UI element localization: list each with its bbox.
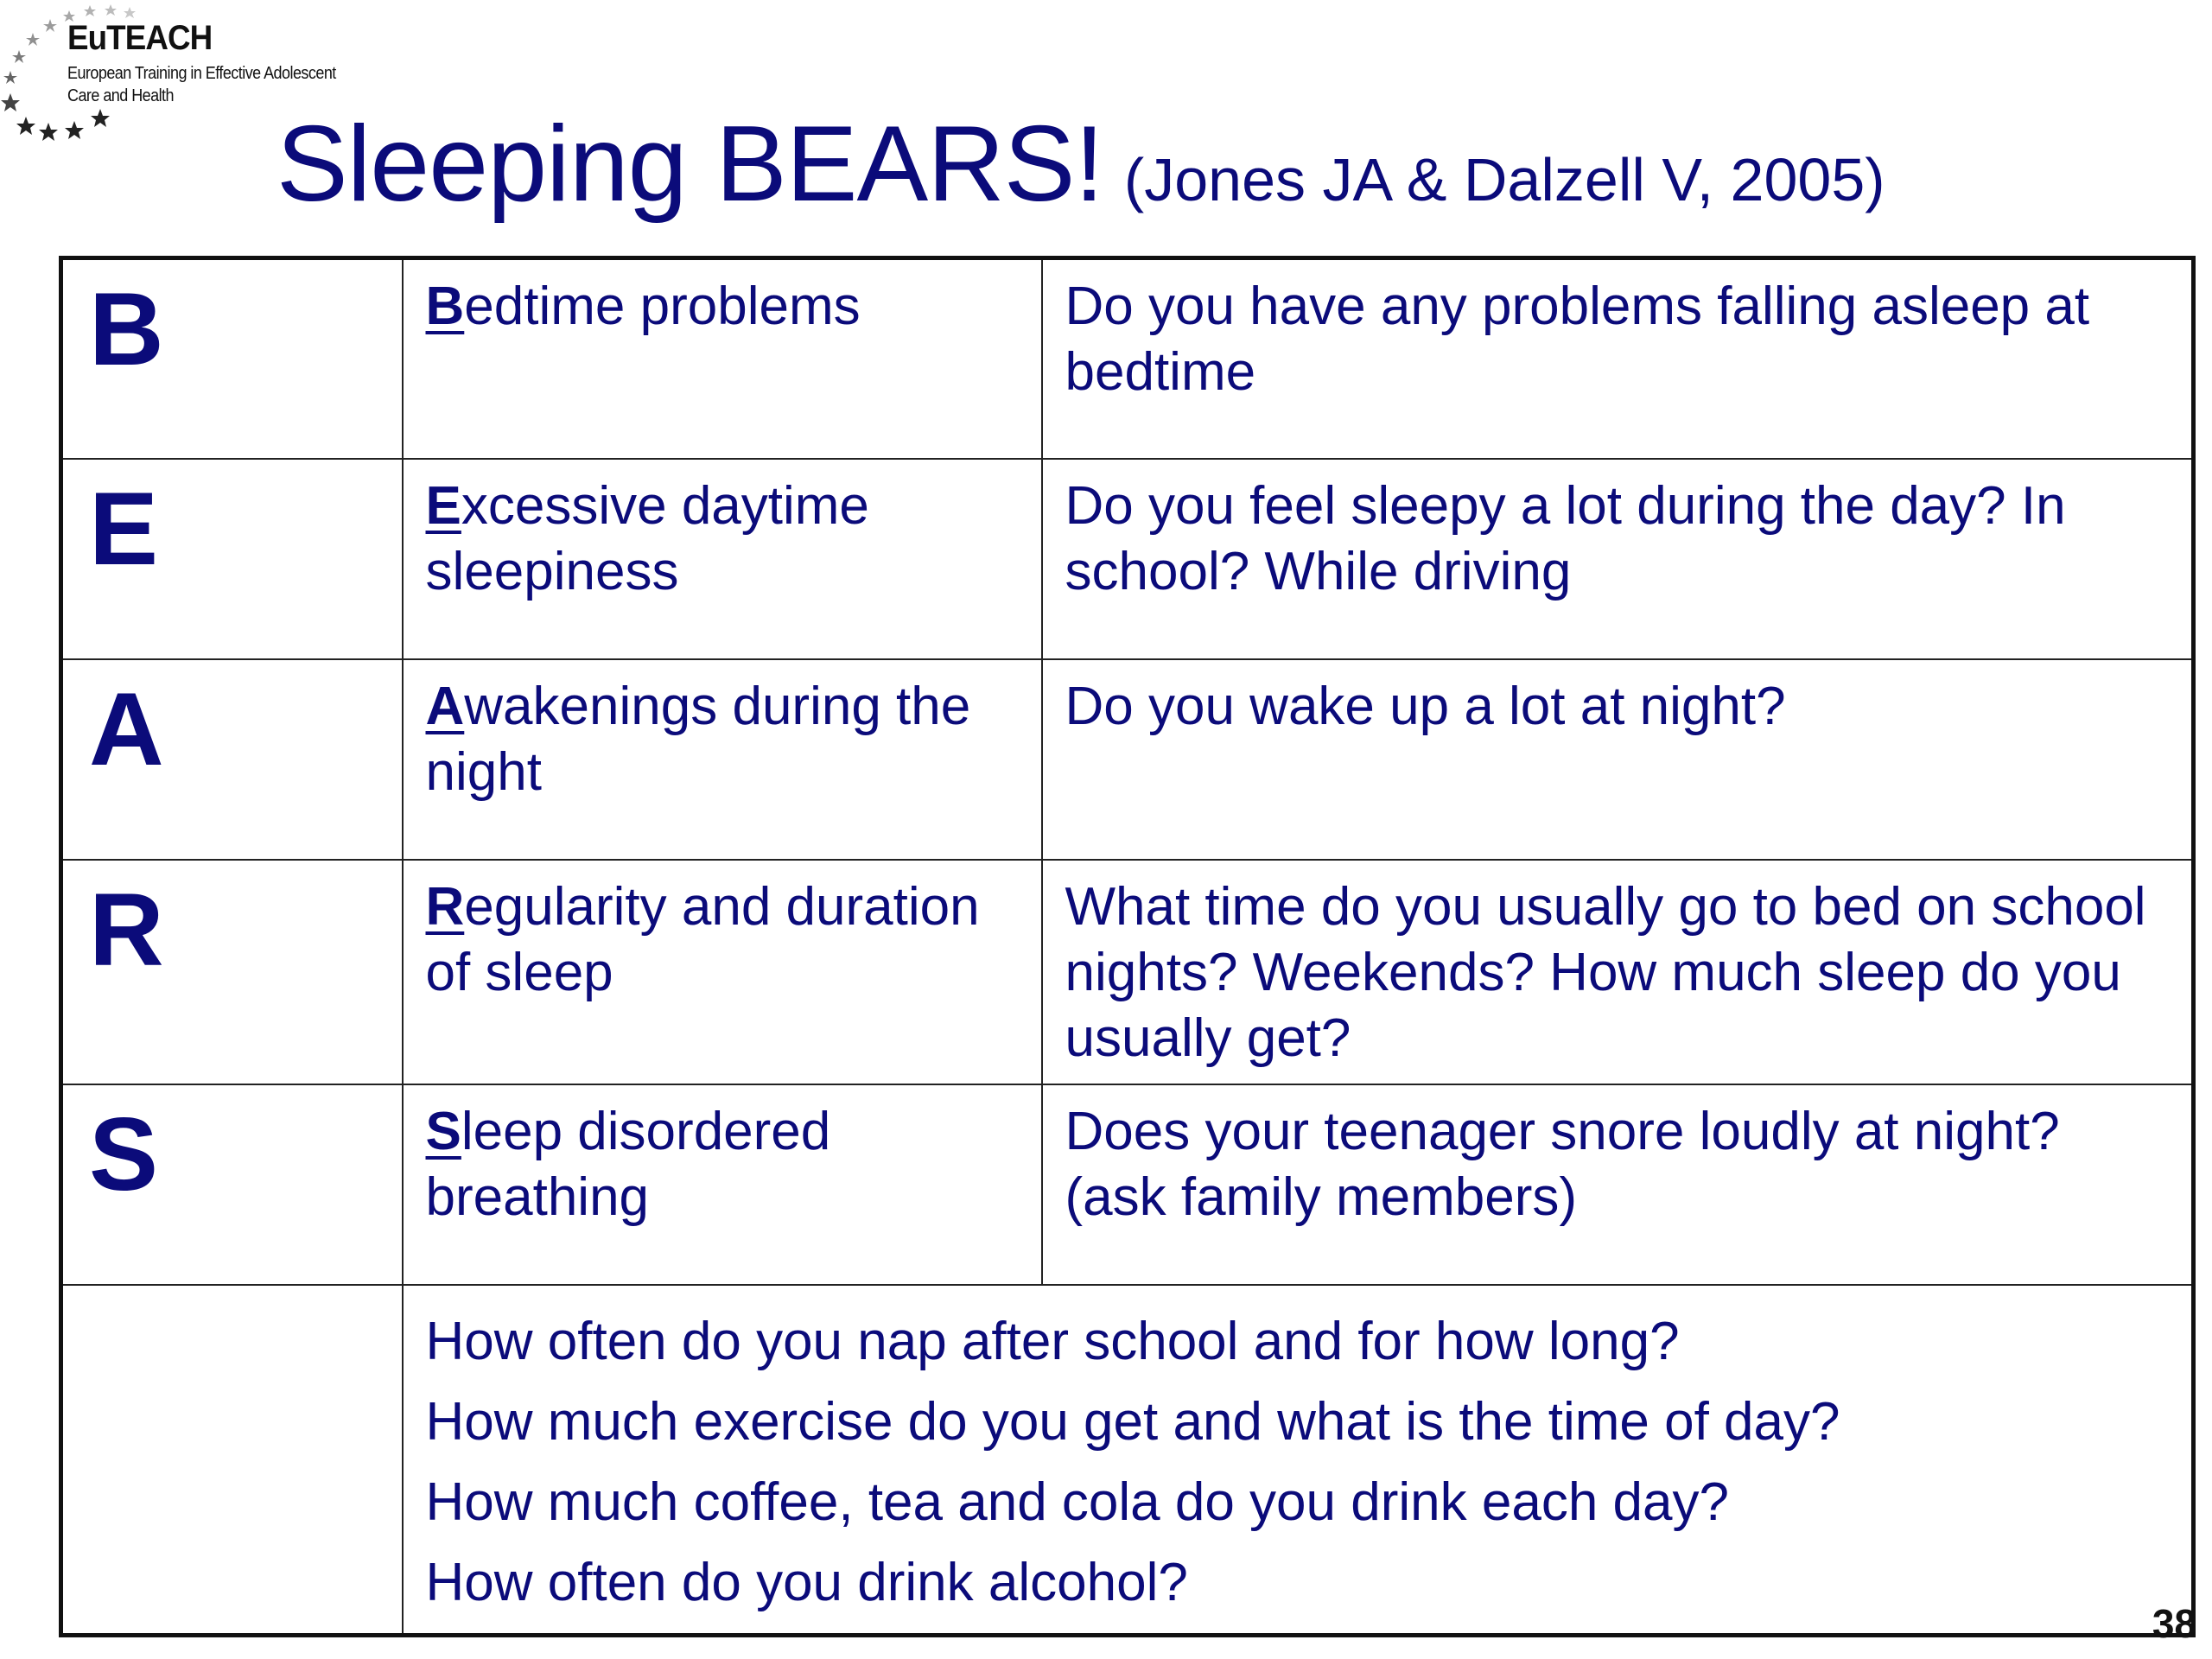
- row-question: What time do you usually go to bed on school nights? Weekends? How much sleep do you usually get?: [1042, 860, 2194, 1084]
- extra-question: How often do you nap after school and for how long?: [425, 1311, 1680, 1371]
- row-letter: S: [61, 1084, 403, 1285]
- table-row-r: [61, 860, 2194, 1084]
- term-initial: A: [425, 676, 465, 736]
- term-rest: xcessive daytime sleepiness: [425, 475, 869, 601]
- table-row-s: [61, 1084, 2194, 1285]
- title-citation: (Jones JA & Dalzell V, 2005): [1123, 146, 1885, 213]
- empty-letter-cell: [61, 1285, 403, 1636]
- term-rest: wakenings during the night: [425, 676, 971, 802]
- title-main: Sleeping BEARS!: [276, 105, 1103, 224]
- term-rest: leep disordered breathing: [425, 1101, 831, 1227]
- term-initial: R: [425, 876, 465, 937]
- extra-question: How much coffee, tea and cola do you drink each day?: [425, 1471, 1729, 1532]
- logo-brand: EuTEACH: [67, 19, 213, 57]
- table-row-a: [61, 659, 2194, 860]
- bears-table: [59, 256, 2196, 1637]
- term-rest: edtime problems: [464, 276, 861, 336]
- page-number: 38: [2152, 1601, 2196, 1646]
- row-question: Do you wake up a lot at night?: [1042, 659, 2194, 860]
- row-term: [403, 1084, 1042, 1285]
- table-row-e: [61, 459, 2194, 659]
- term-rest: egularity and duration of sleep: [425, 876, 980, 1002]
- row-letter: B: [61, 258, 403, 459]
- term-initial: E: [425, 475, 461, 536]
- logo-tagline: [67, 62, 347, 107]
- row-term: [403, 459, 1042, 659]
- row-letter: A: [61, 659, 403, 860]
- slide-title: [276, 105, 1885, 224]
- row-term: [403, 860, 1042, 1084]
- row-question: Do you have any problems falling asleep at bedtime: [1042, 258, 2194, 459]
- table-row-extra: [61, 1285, 2194, 1636]
- extra-questions: [403, 1285, 2194, 1636]
- row-term: [403, 659, 1042, 860]
- extra-question: How much exercise do you get and what is the time of day?: [425, 1391, 1840, 1452]
- row-question: Does your teenager snore loudly at night? (ask family members): [1042, 1084, 2194, 1285]
- extra-question: How often do you drink alcohol?: [425, 1552, 1188, 1612]
- term-initial: S: [425, 1101, 461, 1161]
- table-row-b: [61, 258, 2194, 459]
- logo-tagline-line2: Care and Health: [67, 86, 174, 105]
- logo-tagline-line1: European Training in Effective Adolescent: [67, 64, 336, 83]
- row-letter: R: [61, 860, 403, 1084]
- row-term: [403, 258, 1042, 459]
- term-initial: B: [425, 276, 465, 336]
- row-question: Do you feel sleepy a lot during the day? In school? While driving: [1042, 459, 2194, 659]
- row-letter: E: [61, 459, 403, 659]
